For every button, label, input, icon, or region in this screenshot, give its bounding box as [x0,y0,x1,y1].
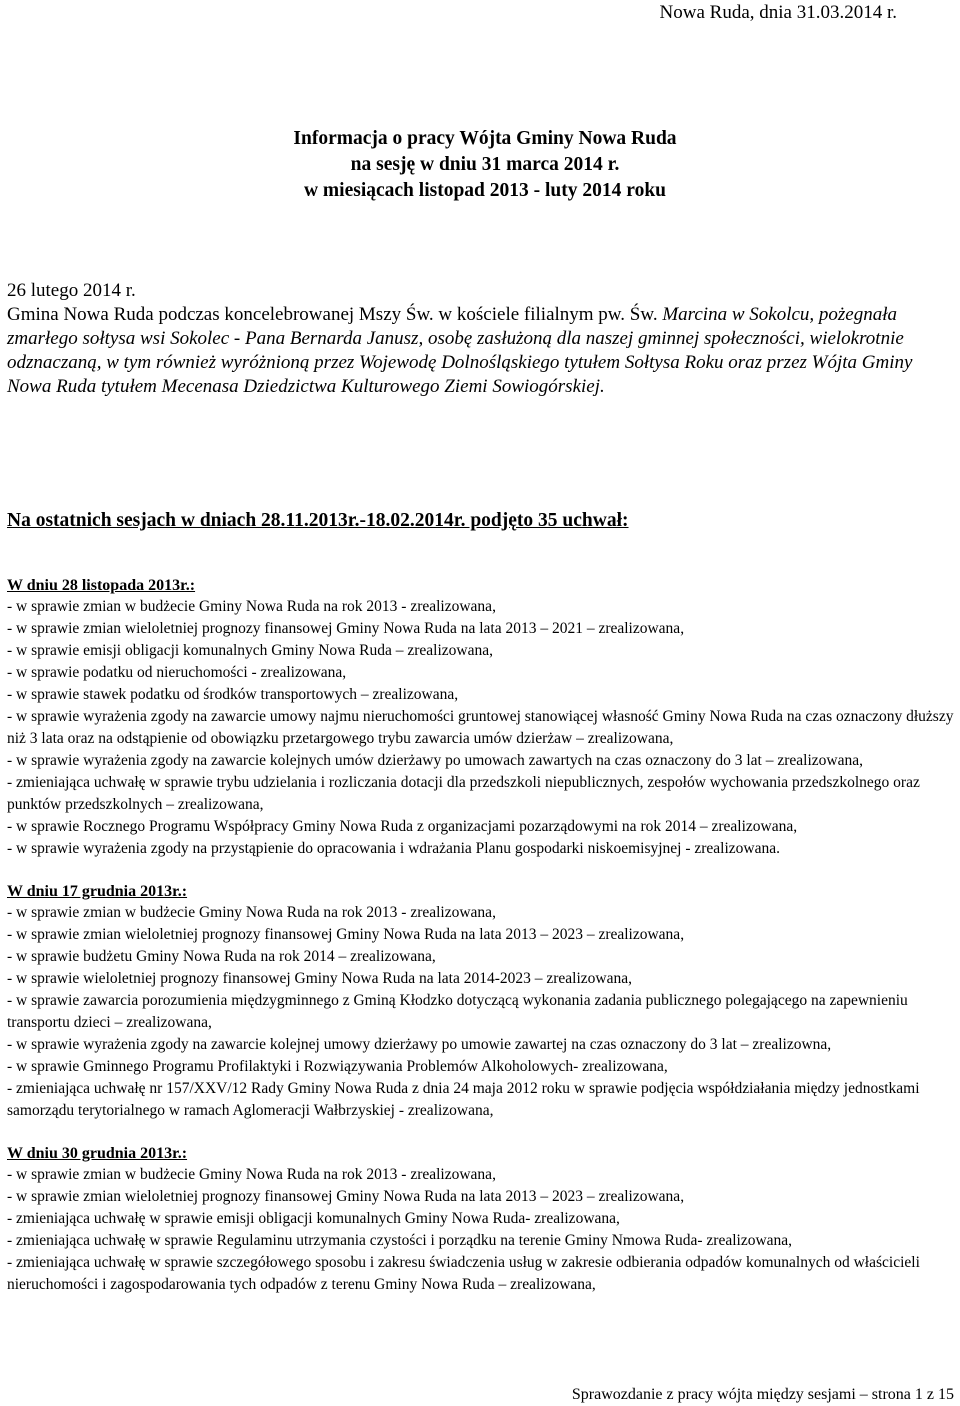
session-section [7,1143,955,1296]
session-heading: W dniu 17 grudnia 2013r.: [7,883,188,900]
resolution-item: - w sprawie wyrażenia zgody na zawarcie kolejnych umów dzierżawy po umowach zawartych na czas oznaczony do 3 lat – zrealizowana, [7,752,863,769]
resolution-item: - w sprawie stawek podatku od środków transportowych – zrealizowana, [7,686,459,703]
resolution-item: - w sprawie zmian w budżecie Gminy Nowa Ruda na rok 2013 - zrealizowana, [7,1166,496,1183]
resolution-item: - w sprawie wyrażenia zgody na przystąpienie do opracowania i wdrażania Planu gospodarki niskoemisyjnej - zrealizowana. [7,840,780,857]
resolution-item: - w sprawie podatku od nieruchomości - zrealizowana, [7,664,347,681]
resolution-item: - w sprawie budżetu Gminy Nowa Ruda na rok 2014 – zrealizowana, [7,948,436,965]
resolution-item: - w sprawie zmian wieloletniej prognozy finansowej Gminy Nowa Ruda na lata 2013 – 2023 – zrealizowana, [7,1188,685,1205]
intro-text-italic: Marcina w Sokolcu, pożegnała zmarłego sołtysa wsi Sokolec - Pana Bernarda Janusz, osobę zasłużoną dla naszej gminnej społeczności, wielokrotnie odznaczaną, w tym również wyróżnioną przez Wojewodę Dolnośląskiego tytułem Sołtysa Roku oraz przez Wójta Gminy Nowa Ruda tytułem Mecenasa Dziedzictwa Kulturowego Ziemi Sowiogórskiej. [7,304,913,397]
intro-paragraph [7,279,947,399]
resolution-item: - w sprawie emisji obligacji komunalnych Gminy Nowa Ruda – zrealizowana, [7,642,493,659]
resolution-item: - zmieniająca uchwałę w sprawie Regulaminu utrzymania czystości i porządku na terenie Gminy Nmowa Ruda- zrealizowana, [7,1232,793,1249]
resolution-item: - zmieniająca uchwałę w sprawie emisji obligacji komunalnych Gminy Nowa Ruda- zrealizowana, [7,1210,620,1227]
resolution-item: - w sprawie wyrażenia zgody na zawarcie umowy najmu nieruchomości gruntowej stanowiącej własność Gminy Nowa Ruda na czas oznaczony dłuższy niż 3 lata oraz na odstąpienie od obowiązku przetargowego trybu zawarcia umów dzierżaw – zrealizowana, [7,708,954,747]
resolution-item: - w sprawie zmian w budżecie Gminy Nowa Ruda na rok 2013 - zrealizowana, [7,598,496,615]
resolution-item: - w sprawie Rocznego Programu Współpracy Gminy Nowa Ruda z organizacjami pozarządowymi na rok 2014 – zrealizowana, [7,818,798,835]
title-line: w miesiącach listopad 2013 - luty 2014 roku [303,180,667,201]
session-heading: W dniu 30 grudnia 2013r.: [7,1145,188,1162]
page-footer: Sprawozdanie z pracy wójta między sesjami – strona 1 z 15 [571,1386,954,1403]
resolution-item: - zmieniająca uchwałę nr 157/XXV/12 Rady Gminy Nowa Ruda z dnia 24 maja 2012 roku w sprawie podjęcia współdziałania między jednostkami samorządu terytorialnego w ramach Aglomeracji Wałbrzyskiej - zrealizowana, [7,1080,920,1119]
resolution-item: - zmieniająca uchwałę w sprawie trybu udzielania i rozliczania dotacji dla przedszkoli niepublicznych, zespołów wychowania przedszkolnego oraz punktów przedszkolnych – zrealizowana, [7,774,920,813]
document-date: Nowa Ruda, dnia 31.03.2014 r. [659,2,897,23]
intro-date: 26 lutego 2014 r. [7,280,136,301]
sessions-list [7,575,955,1317]
resolution-item: - w sprawie wyrażenia zgody na zawarcie kolejnej umowy dzierżawy po umowie zawartej na czas oznaczony do 3 lat – zrealizowna, [7,1036,832,1053]
resolution-item: - w sprawie zawarcia porozumienia międzygminnego z Gminą Kłodzko dotyczącą wykonania zadania publicznego polegającego na zapewnieniu transportu dzieci – zrealizowana, [7,992,908,1031]
resolution-item: - w sprawie zmian wieloletniej prognozy finansowej Gminy Nowa Ruda na lata 2013 – 2023 – zrealizowana, [7,926,685,943]
resolution-item: - w sprawie wieloletniej prognozy finansowej Gminy Nowa Ruda na lata 2014-2023 – zrealizowana, [7,970,632,987]
resolution-item: - w sprawie zmian w budżecie Gminy Nowa Ruda na rok 2013 - zrealizowana, [7,904,496,921]
resolution-item: - w sprawie zmian wieloletniej prognozy finansowej Gminy Nowa Ruda na lata 2013 – 2021 – zrealizowana, [7,620,685,637]
session-heading: W dniu 28 listopada 2013r.: [7,577,196,594]
document-title [0,126,960,204]
summary-heading: Na ostatnich sesjach w dniach 28.11.2013r.-18.02.2014r. podjęto 35 uchwał: [7,510,629,531]
resolution-item: - w sprawie Gminnego Programu Profilaktyki i Rozwiązywania Problemów Alkoholowych- zrealizowana, [7,1058,668,1075]
title-line: Informacja o pracy Wójta Gminy Nowa Ruda [293,128,677,149]
title-line: na sesję w dniu 31 marca 2014 r. [350,154,620,175]
intro-text-regular: Gmina Nowa Ruda podczas koncelebrowanej Mszy Św. w kościele filialnym pw. Św. [7,304,663,325]
session-section [7,575,955,860]
resolution-item: - zmieniająca uchwałę w sprawie szczegółowego sposobu i zakresu świadczenia usług w zakresie odbierania odpadów komunalnych od właścicieli nieruchomości i zagospodarowania tych odpadów z terenu Gminy Nowa Ruda – zrealizowana, [7,1254,920,1293]
session-section [7,881,955,1122]
intro-text [7,303,947,399]
